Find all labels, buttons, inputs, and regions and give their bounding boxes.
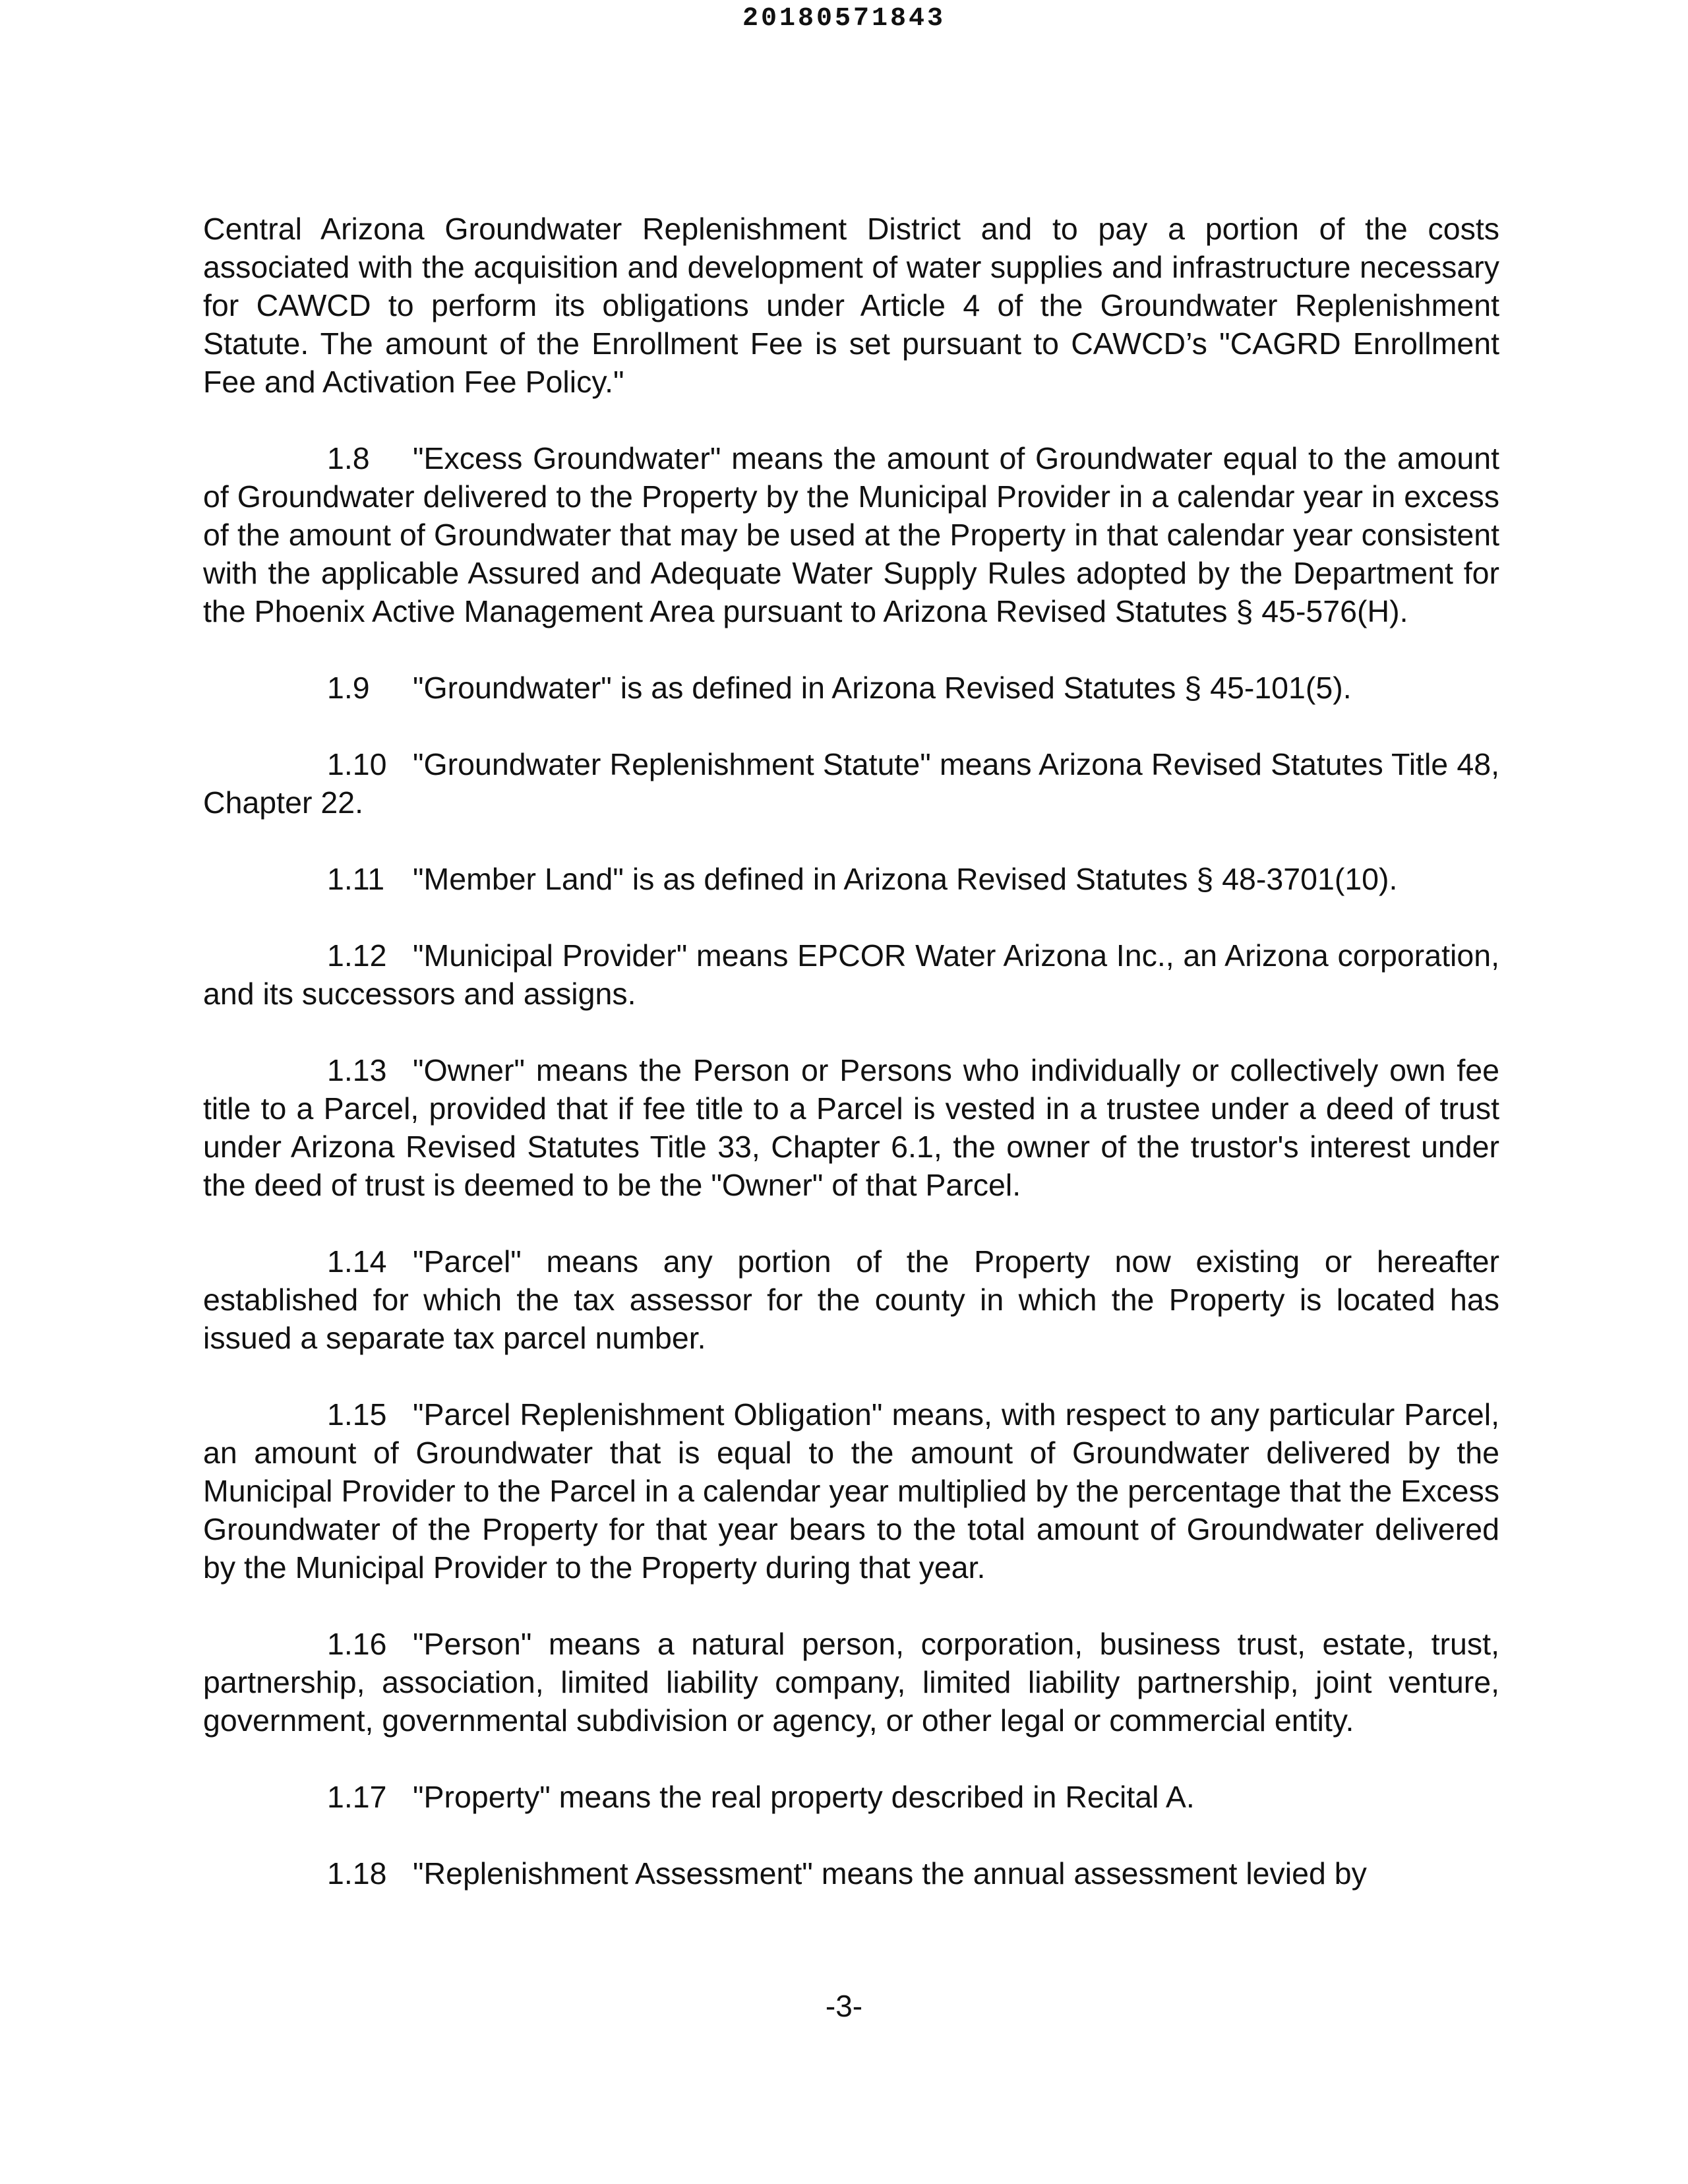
definition-number: 1.14 <box>327 1244 387 1279</box>
intro-paragraph: Central Arizona Groundwater Replenishment District and to pay a portion of the costs associated with the acquisition and development of water supplies and infrastructure necessary for CAWCD to perform its obligations under Article 4 of the Groundwater Replenishment Statute. The amount of the Enrollment Fee is set pursuant to CAWCD’s "CAGRD Enrollment Fee and Activation Fee Policy." <box>203 212 1499 399</box>
definition-1-9 <box>203 669 1499 707</box>
definition-number: 1.9 <box>327 671 370 705</box>
document-number: 20180571843 <box>742 4 946 34</box>
definition-text: "Replenishment Assessment" means the annual assessment levied by <box>413 1856 1367 1891</box>
definition-number: 1.8 <box>327 441 370 475</box>
definition-number: 1.13 <box>327 1053 387 1087</box>
definition-number: 1.12 <box>327 938 387 973</box>
definition-1-14 <box>203 1242 1499 1357</box>
definition-number: 1.17 <box>327 1780 387 1814</box>
definition-1-16 <box>203 1625 1499 1740</box>
definition-text: "Person" means a natural person, corporation, business trust, estate, trust, partnership, association, limited liability company, limited liability partnership, joint venture, government, governmental subdivision or agency, or other legal or commercial entity. <box>203 1627 1499 1738</box>
definition-1-15 <box>203 1395 1499 1587</box>
definition-text: "Groundwater Replenishment Statute" means Arizona Revised Statutes Title 48, Chapter 22. <box>203 747 1499 820</box>
definition-number: 1.16 <box>327 1627 387 1661</box>
definition-text: "Municipal Provider" means EPCOR Water Arizona Inc., an Arizona corporation, and its successors and assigns. <box>203 938 1499 1011</box>
definition-text: "Parcel" means any portion of the Property now existing or hereafter established for which the tax assessor for the county in which the Property is located has issued a separate tax parcel number. <box>203 1244 1499 1355</box>
definition-text: "Member Land" is as defined in Arizona Revised Statutes § 48-3701(10). <box>413 862 1398 896</box>
document-body <box>203 210 1499 1893</box>
definition-1-13 <box>203 1051 1499 1204</box>
definition-text: "Excess Groundwater" means the amount of Groundwater equal to the amount of Groundwater delivered to the Property by the Municipal Provider in a calendar year in excess of the amount of Groundwater that may be used at the Property in that calendar year consistent with the applicable Assured and Adequate Water Supply Rules adopted by the Department for the Phoenix Active Management Area pursuant to Arizona Revised Statutes § 45-576(H). <box>203 441 1499 628</box>
definition-1-18 <box>203 1854 1499 1893</box>
definition-1-17 <box>203 1778 1499 1816</box>
definition-text: "Property" means the real property described in Recital A. <box>413 1780 1195 1814</box>
definition-number: 1.18 <box>327 1856 387 1891</box>
definition-text: "Groundwater" is as defined in Arizona Revised Statutes § 45-101(5). <box>413 671 1352 705</box>
definition-1-11 <box>203 860 1499 898</box>
definition-text: "Owner" means the Person or Persons who individually or collectively own fee title to a Parcel, provided that if fee title to a Parcel is vested in a trustee under a deed of trust under Arizona Revised Statutes Title 33, Chapter 6.1, the owner of the trustor's interest under the deed of trust is deemed to be the "Owner" of that Parcel. <box>203 1053 1499 1202</box>
definition-1-12 <box>203 936 1499 1013</box>
definition-1-10 <box>203 745 1499 822</box>
definition-1-8 <box>203 439 1499 630</box>
page-number: -3- <box>825 1989 863 2023</box>
definition-number: 1.15 <box>327 1397 387 1432</box>
definition-text: "Parcel Replenishment Obligation" means, with respect to any particular Parcel, an amount of Groundwater that is equal to the amount of Groundwater delivered by the Municipal Provider to the Parcel in a calendar year multiplied by the percentage that the Excess Groundwater of the Property for that year bears to the total amount of Groundwater delivered by the Municipal Provider to the Property during that year. <box>203 1397 1499 1585</box>
definition-number: 1.10 <box>327 747 387 781</box>
definition-number: 1.11 <box>327 862 385 896</box>
